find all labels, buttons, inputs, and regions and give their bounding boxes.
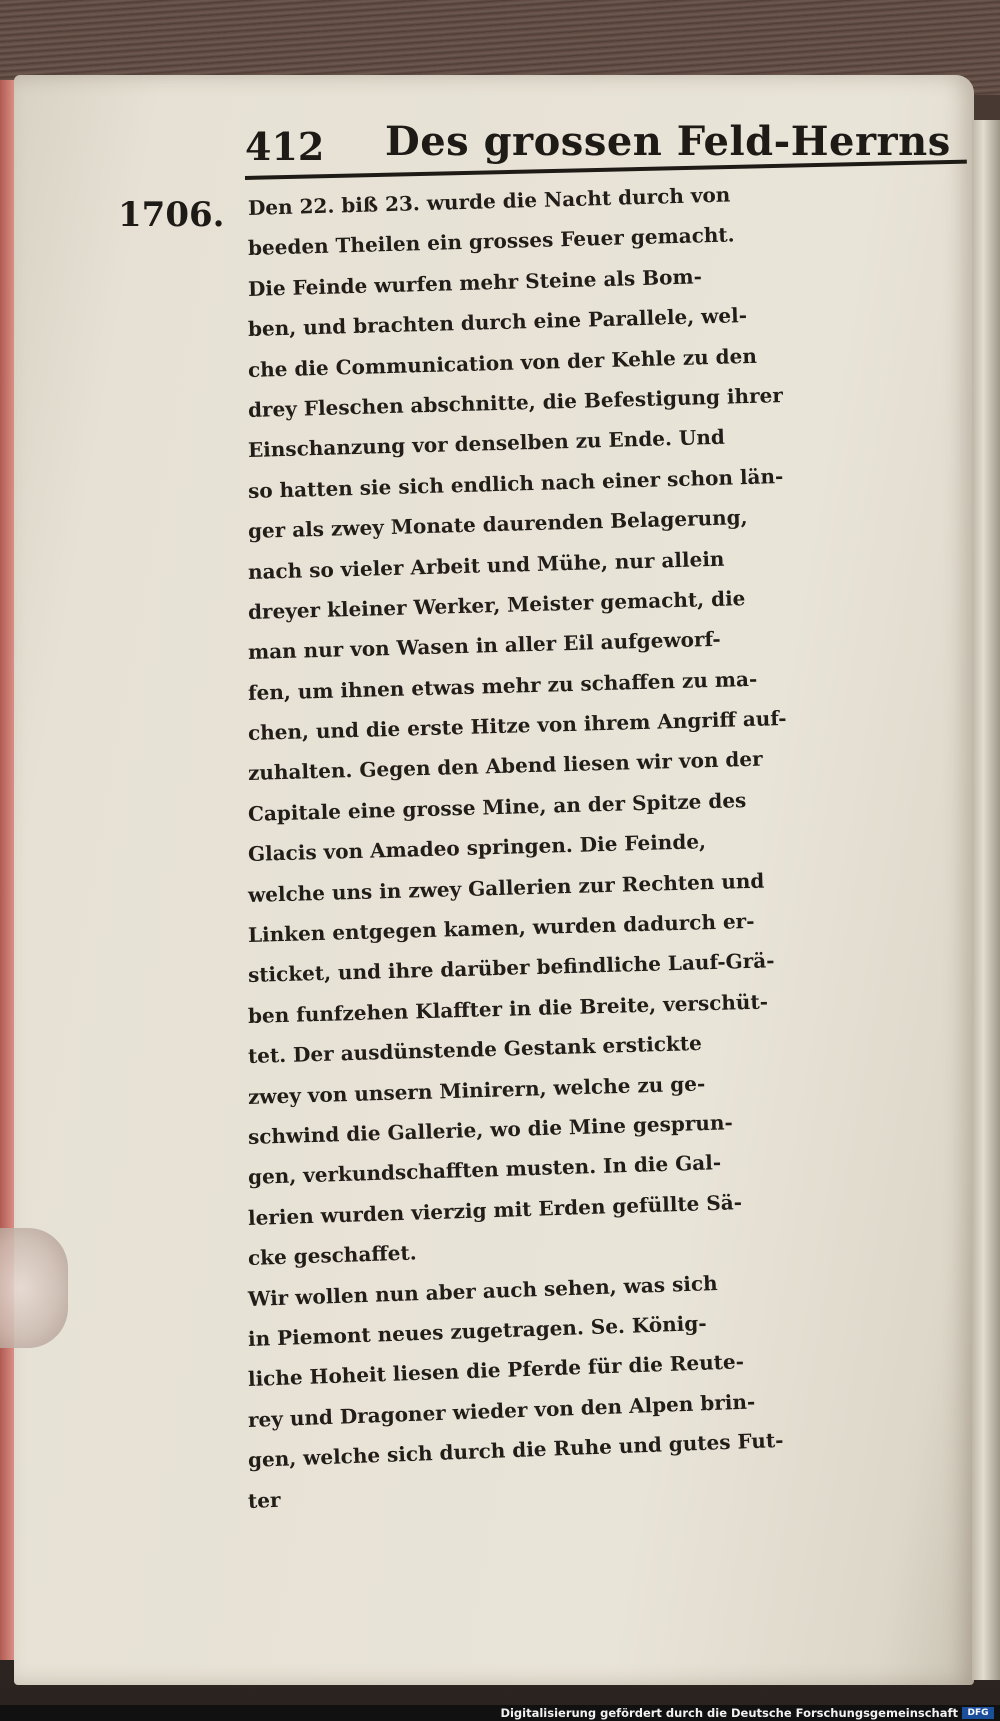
text-line: so hatten sie sich endlich nach einer schon län- [247, 463, 784, 503]
running-head: Des grossen Feld-Herrns [385, 118, 951, 165]
text-line: dreyer kleiner Werker, Meister gemacht, die [247, 586, 746, 624]
text-line: welche uns in zwey Gallerien zur Rechten und [247, 868, 765, 907]
text-line: drey Fleschen abschnitte, die Befestigung ihrer [247, 383, 784, 422]
text-line: zuhalten. Gegen den Abend liesen wir von der [247, 747, 763, 786]
body-text [247, 182, 958, 1521]
text-line: cke geschaffet. [247, 1240, 418, 1271]
text-line: schwind die Gallerie, wo die Mine gesprun- [247, 1110, 734, 1149]
thumb [0, 1228, 68, 1348]
text-line: Glacis von Amadeo springen. Die Feinde, [247, 829, 707, 867]
text-line: Linken entgegen kamen, wurden dadurch er- [247, 908, 755, 948]
text-line: ben funfzehen Klaffter in die Breite, verschüt- [247, 989, 769, 1028]
text-line: che die Communication von der Kehle zu den [247, 343, 758, 382]
text-line: fen, um ihnen etwas mehr zu schaffen zu ma- [247, 666, 758, 705]
text-line: beeden Theilen ein grosses Feuer gemacht. [247, 222, 735, 261]
text-line: gen, verkundschafften musten. In die Gal- [247, 1150, 722, 1190]
footer-credit: Digitalisierung gefördert durch die Deutsche Forschungsgemeinschaft [500, 1706, 958, 1720]
text-line: liche Hoheit liesen die Pferde für die Reute- [247, 1349, 745, 1392]
text-line: tet. Der ausdünstende Gestank erstickte [247, 1031, 703, 1069]
text-line: Die Feinde wurfen mehr Steine als Bom- [247, 264, 703, 301]
facing-page-strip [972, 120, 1000, 1680]
page-number: 412 [245, 124, 325, 169]
text-line: Den 22. biß 23. wurde die Nacht durch von [247, 182, 731, 220]
text-line: ter [247, 1487, 281, 1513]
text-line: nach so vieler Arbeit und Mühe, nur allein [247, 546, 725, 584]
text-line: ger als zwey Monate daurenden Belagerung, [247, 505, 748, 544]
text-line: in Piemont neues zugetragen. Se. König- [247, 1310, 707, 1351]
dfg-logo: DFG [962, 1707, 994, 1719]
text-line: sticket, und ihre darüber befindliche Lauf-Grä- [247, 948, 775, 988]
text-line: lerien wurden vierzig mit Erden gefüllte Sä- [247, 1189, 743, 1230]
text-line: Wir wollen nun aber auch sehen, was sich [247, 1270, 718, 1311]
text-line: zwey von unsern Minirern, welche zu ge- [247, 1071, 706, 1109]
text-line: man nur von Wasen in aller Eil aufgeworf- [247, 627, 721, 665]
text-line: chen, und die erste Hitze von ihrem Angriff auf- [247, 706, 787, 746]
text-line: rey und Dragoner wieder von den Alpen brin- [247, 1389, 756, 1432]
text-line: Einschanzung vor denselben zu Ende. Und [247, 425, 726, 463]
margin-note: 1706. [118, 195, 225, 235]
text-line: gen, welche sich durch die Ruhe und gutes Fut- [247, 1428, 784, 1473]
text-line: Capitale eine grosse Mine, an der Spitze des [247, 787, 747, 826]
text-line: ben, und brachten durch eine Parallele, wel- [247, 303, 748, 342]
